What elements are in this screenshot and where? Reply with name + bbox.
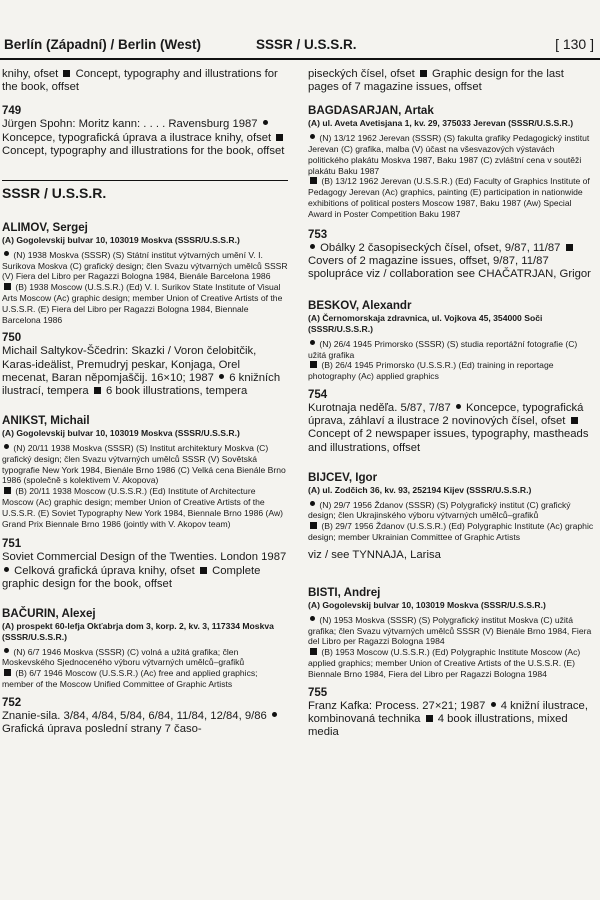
section-rule — [2, 180, 288, 181]
entry-number: 755 — [308, 686, 328, 699]
czech-marker-icon — [310, 616, 315, 621]
english-marker-icon — [200, 567, 207, 574]
artist-bisti — [308, 586, 596, 680]
czech-marker-icon — [4, 567, 9, 572]
see-reference: viz / see TYNNAJA, Larisa — [308, 548, 441, 561]
czech-marker-icon — [263, 120, 268, 125]
english-marker-icon — [571, 417, 578, 424]
artist-bijcev — [308, 471, 596, 562]
artist-bio-en: (B) 1953 Moscow (U.S.S.R.) (Ed) Polygraphic Institute Moscow (Ac) applied graphics; member Union of Creative Artists of the U.S.S.R. (E) Biennale Brno 1984, Fiera del Libro per Ragazzi Bologna 1984 — [308, 647, 581, 679]
artist-name: BIJCEV, Igor — [308, 470, 378, 484]
english-marker-icon — [566, 244, 573, 251]
entry-text: Franz Kafka: Process. 27×21; 1987 4 knižní ilustrace, kombinovaná technika 4 book illustrations, mixed media — [308, 699, 588, 738]
entry-755 — [308, 686, 596, 740]
continued-text: piseckých čísel, ofset Graphic design for the last pages of 7 magazine issues, offset — [308, 68, 564, 94]
artist-address: (A) Gogolevskij bulvar 10, 103019 Moskva (SSSR/U.S.S.R.) — [2, 428, 240, 439]
entry-number: 749 — [2, 105, 22, 118]
english-marker-icon — [310, 177, 317, 184]
collaboration-note: spolupráce viz / collaboration see CHAČATRJAN, Grigor — [308, 267, 591, 280]
artist-bio-en: (B) 1938 Moscow (U.S.S.R.) (Ed) V. I. Surikov State Institute of Visual Arts Moscow (Ac) graphic design; member Union of Creative Artists of the U.S.S.R. (E) Fiera del Libro per Ragazzi Bologna 1984, Biennale Barcelona 1986 — [2, 282, 283, 325]
english-marker-icon — [94, 387, 101, 394]
artist-beskov — [308, 299, 596, 382]
entry-number: 752 — [2, 696, 22, 709]
czech-marker-icon — [491, 702, 496, 707]
artist-bio-en: (B) 29/7 1956 Ždanov (U.S.S.R.) (Ed) Polygraphic Institute (Ac) graphic design; member Ukrainian Committee of Graphic Artists — [308, 521, 594, 542]
left-column — [2, 68, 288, 736]
artist-alimov — [2, 221, 288, 325]
artist-bio-cz: (N) 1953 Moskva (SSSR) (S) Polygrafický institut Moskva (C) užitá grafika; člen Svazu výtvarných umělců SSSR (V) Bienále Brno 1984, Fiera del Libro per Ragazzi Bologna 1984 — [308, 614, 592, 647]
header-left: Berlín (Západní) / Berlin (West) — [4, 37, 202, 52]
artist-bio-cz: (N) 26/4 1945 Primorsko (SSSR) (S) studia reportážní fotografie (C) užitá grafika — [308, 338, 578, 360]
artist-bagdasarjan — [308, 104, 596, 219]
czech-marker-icon — [4, 444, 9, 449]
entry-number: 751 — [2, 538, 22, 551]
czech-marker-icon — [4, 251, 9, 256]
artist-bio-cz: (N) 20/11 1938 Moskva (SSSR) (S) Institut architektury Moskva (C) grafický design; člen Svazu výtvarných umělců SSSR (V) Sovětská typografie New York 1984, Bienále Brno 1986 (C) Velká cena Bienále Brno 1986 (společně s kolektivem V. Akopova) — [2, 443, 286, 486]
english-marker-icon — [4, 669, 11, 676]
entry-754 — [308, 388, 596, 455]
entry-text: Obálky 2 časopiseckých čísel, ofset, 9/87, 11/87 Covers of 2 magazine issues, offset, 9/87, 11/87 — [308, 242, 596, 268]
artist-name: BISTI, Andrej — [308, 585, 381, 599]
artist-address: (A) ul. Aveta Avetisjana 1, kv. 29, 375033 Jerevan (SSSR/U.S.S.R.) — [308, 118, 574, 129]
artist-name: ANIKST, Michail — [2, 414, 90, 428]
english-marker-icon — [426, 715, 433, 722]
artist-address: (A) ul. Zodčich 36, kv. 93, 252194 Kijev (SSSR/U.S.S.R.) — [308, 484, 532, 495]
entry-text: Jürgen Spohn: Moritz kann: . . . . Ravensburg 1987 Koncepce, typografická úprava a ilustrace knihy, ofset Concept, typography and illustrations for the book, offset — [2, 118, 285, 157]
czech-marker-icon — [310, 340, 315, 345]
entry-text: Znanie-sila. 3/84, 4/84, 5/84, 6/84, 11/84, 12/84, 9/86 Grafická úprava poslední strany 7 časo- — [2, 710, 288, 736]
artist-bacurin — [2, 607, 288, 690]
artist-address: (A) Černomorskaja zdravnica, ul. Vojkova 45, 354000 Soči (SSSR/U.S.S.R.) — [308, 313, 543, 334]
entry-750 — [2, 331, 288, 398]
english-marker-icon — [420, 70, 427, 77]
artist-bio-cz: (N) 13/12 1962 Jerevan (SSSR) (S) fakulta grafiky Pedagogický institut Jerevan (C) grafika, malba (V) účast na všesvazových výstavách politického plakátu Moskva 1987, Baku 1987 (C) zvláštní cena v soutěži plakátu Baku 1987 — [308, 133, 590, 176]
section-title: SSSR / U.S.S.R. — [2, 185, 107, 202]
section-heading-block — [2, 180, 288, 201]
artist-bio-en: (B) 20/11 1938 Moscow (U.S.S.R.) (Ed) Institute of Architecture Moscow (Ac) graphic design; member Union of Creative Artists of the U.S.S.R. (E) Soviet Typography New York 1984, Biennale Brno 1986 (Aw) Grand Prix Biennale Brno 1986 (jointly with V. Akopov team) — [2, 486, 284, 529]
english-marker-icon — [276, 134, 283, 141]
entry-752 — [2, 696, 288, 736]
artist-bio-cz: (N) 1938 Moskva (SSSR) (S) Státní institut výtvarných umění V. I. Surikova Moskva (C) grafický design; člen Svazu výtvarných umělců SSSR (V) Fiera del Libro per Ragazzi Bologna 1984, Bienále Barcelona 1986 — [2, 249, 288, 282]
czech-marker-icon — [4, 648, 9, 653]
right-column — [308, 68, 596, 739]
artist-name: ALIMOV, Sergej — [2, 221, 88, 235]
artist-bio-en: (B) 6/7 1946 Moscow (U.S.S.R.) (Ac) free and applied graphics; member of the Moscow Unified Committee of Graphic Artists — [2, 668, 258, 689]
artist-address: (A) prospekt 60-lefja Okťabrja dom 3, korp. 2, kv. 3, 117334 Moskva (SSSR/U.S.S.R.) — [2, 620, 274, 642]
entry-753 — [308, 228, 596, 282]
entry-text: Kurotnaja neděľa. 5/87, 7/87 Koncepce, typografická úprava, záhlaví a ilustrace 2 novinových čísel, ofset Concept of 2 newspaper issues, typography, mastheads and illustrations, offset — [308, 401, 589, 454]
artist-bio-en: (B) 13/12 1962 Jerevan (U.S.S.R.) (Ed) Faculty of Graphics Institute of Pedagogy Jerevan (Ac) graphics, painting (E) participation in nationwide exhibitions of political posters Moscow 1987, Baku 1987 (Aw) Special Award in Poster Competition Baku 1987 — [308, 176, 590, 219]
page-number: [ 130 ] — [555, 36, 594, 52]
artist-address: (A) Gogolevskij bulvar 10, 103019 Moskva (SSSR/U.S.S.R.) — [2, 235, 240, 246]
artist-bio-cz: (N) 29/7 1956 Ždanov (SSSR) (S) Polygrafický institut (C) grafický design; člen Ukrajinského výboru výtvarných umělců–grafiků — [308, 499, 571, 521]
entry-number: 754 — [308, 388, 328, 401]
entry-749 — [2, 104, 288, 158]
entry-text: Soviet Commercial Design of the Twenties. London 1987 Celková grafická úprava knihy, ofset Complete graphic design for the book, offset — [2, 551, 287, 590]
czech-marker-icon — [310, 501, 315, 506]
artist-name: BESKOV, Alexandr — [308, 299, 412, 313]
artist-name: BAČURIN, Alexej — [2, 606, 96, 620]
entry-number: 753 — [308, 228, 328, 241]
czech-marker-icon — [219, 374, 224, 379]
artist-bio-en: (B) 26/4 1945 Primorsko (U.S.S.R.) (Ed) training in reportage photography (Ac) applied graphics — [308, 360, 554, 382]
header-mid: SSSR / U.S.S.R. — [256, 37, 357, 52]
english-marker-icon — [310, 361, 317, 368]
page-header — [0, 34, 600, 56]
czech-marker-icon — [456, 404, 461, 409]
czech-marker-icon — [310, 244, 315, 249]
artist-anikst — [2, 414, 288, 529]
english-marker-icon — [63, 70, 70, 77]
english-marker-icon — [310, 522, 317, 529]
header-rule — [0, 58, 600, 60]
czech-marker-icon — [310, 134, 315, 139]
entry-text: Michail Saltykov-Ščedrin: Skazki / Voron čelobitčik, Karas-ideälist, Premudryj peskar, Konjaga, Orel mecenat, Baran něpomjaščij. 16×10; 1987 6 knižních ilustrací, tempera 6 book illustrations, tempera — [2, 345, 281, 397]
artist-name: BAGDASARJAN, Artak — [308, 104, 434, 118]
artist-address: (A) Gogolevskij bulvar 10, 103019 Moskva (SSSR/U.S.S.R.) — [308, 599, 546, 610]
english-marker-icon — [4, 487, 11, 494]
entry-751 — [2, 537, 288, 591]
artist-bio-cz: (N) 6/7 1946 Moskva (SSSR) (C) volná a užitá grafika; člen Moskevského Sjednoceného výboru výtvarných umělců–grafiků — [2, 646, 245, 668]
entry-number: 750 — [2, 332, 22, 345]
continued-text: knihy, ofset Concept, typography and illustrations for the book, offset — [2, 68, 278, 94]
english-marker-icon — [4, 283, 11, 290]
english-marker-icon — [310, 648, 317, 655]
czech-marker-icon — [272, 712, 277, 717]
